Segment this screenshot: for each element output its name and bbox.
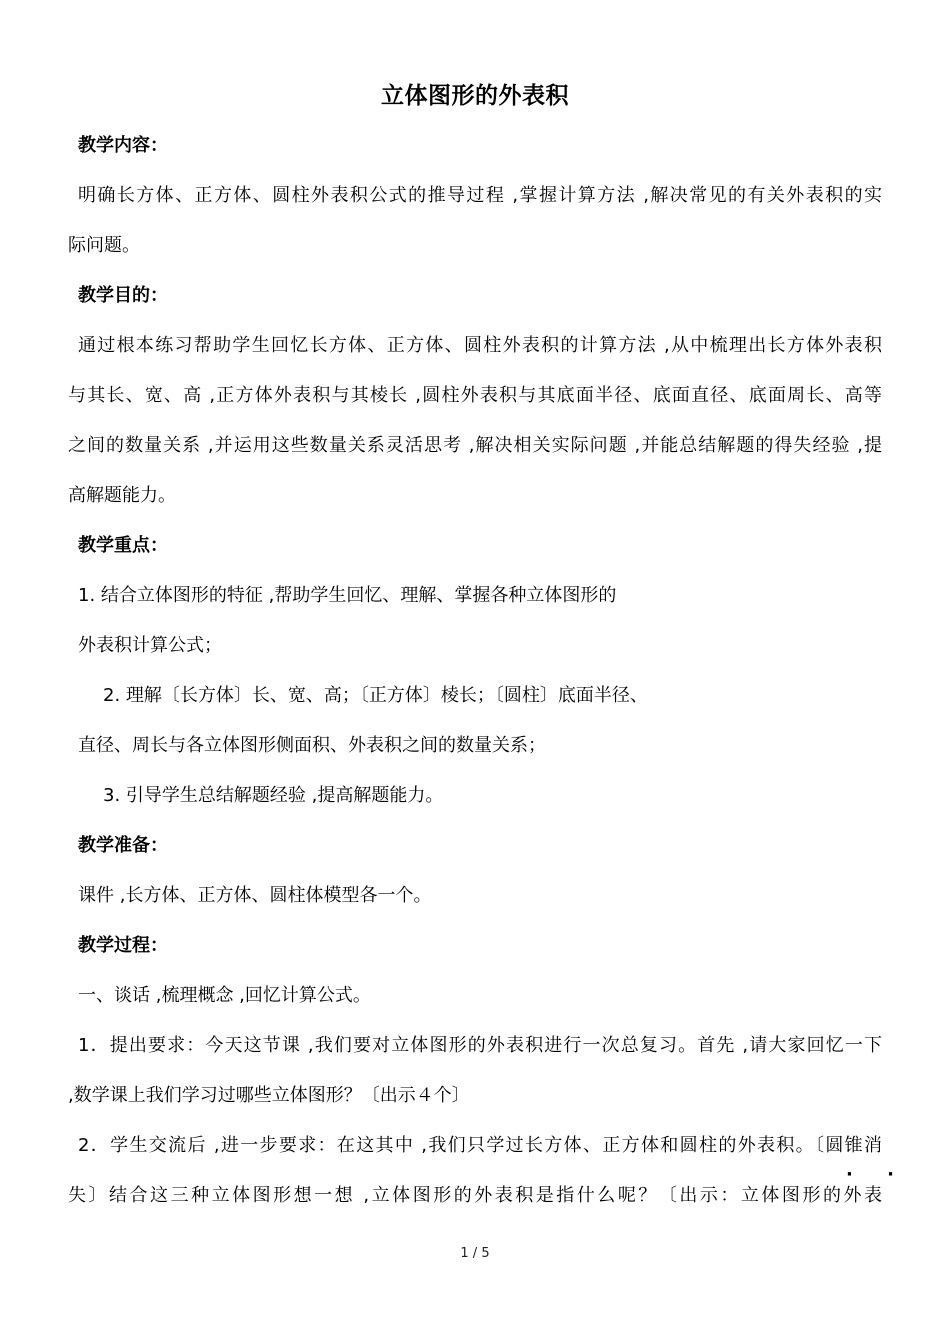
paragraph-line: 际问题。 — [68, 235, 140, 256]
list-item: 2. 理解〔长方体〕长、宽、高；〔正方体〕棱长；〔圆柱〕底面半径、 — [103, 685, 648, 706]
paragraph-line: 1．提出要求：今天这节课 ,我们要对立体图形的外表积进行一次总复习。首先 ,请大家回忆一下 — [78, 1035, 882, 1056]
paragraph-line: ,数学课上我们学习过哪些立体图形？〔出示４个〕 — [68, 1085, 470, 1106]
paragraph-line: 一、谈话 ,梳理概念 ,回忆计算公式。 — [78, 985, 371, 1006]
paragraph-line: 高解题能力。 — [68, 485, 176, 506]
list-item: 3. 引导学生总结解题经验 ,提高解题能力。 — [103, 785, 444, 806]
paragraph-line: 课件 ,长方体、正方体、圆柱体模型各一个。 — [78, 885, 432, 906]
section-heading-focus: 教学重点： — [78, 535, 168, 556]
section-heading-content: 教学内容： — [78, 135, 168, 156]
paragraph-line: 明确长方体、正方体、圆柱外表积公式的推导过程 ,掌握计算方法 ,解决常见的有关外表积的实 — [78, 185, 882, 206]
emphasis-dots: · · — [846, 1164, 908, 1185]
paragraph-line: 通过根本练习帮助学生回忆长方体、正方体、圆柱外表积的计算方法 ,从中梳理出长方体外表积 — [78, 335, 882, 356]
paragraph-line: 与其长、宽、高 ,正方体外表积与其棱长 ,圆柱外表积与其底面半径、底面直径、底面周长、高等 — [68, 385, 882, 406]
paragraph-line: 之间的数量关系 ,并运用这些数量关系灵活思考 ,解决相关实际问题 ,并能总结解题的得失经验 ,提 — [68, 435, 882, 456]
page-indicator: 1 / 5 — [460, 1246, 490, 1261]
list-item-continuation: 直径、周长与各立体图形侧面积、外表积之间的数量关系； — [78, 735, 546, 756]
paragraph-line: 失〕结合这三种立体图形想一想 ,立体图形的外表积是指什么呢？〔出示：立体图形的外表 — [68, 1185, 882, 1206]
section-heading-prep: 教学准备： — [78, 835, 168, 856]
paragraph-line: 2．学生交流后 ,进一步要求：在这其中 ,我们只学过长方体、正方体和圆柱的外表积。〔圆锥消 — [78, 1135, 882, 1156]
document-title: 立体图形的外表积 — [381, 83, 569, 109]
list-item: 1. 结合立体图形的特征 ,帮助学生回忆、理解、掌握各种立体图形的 — [78, 585, 617, 606]
list-item-continuation: 外表积计算公式； — [78, 635, 222, 656]
section-heading-process: 教学过程： — [78, 935, 168, 956]
section-heading-goal: 教学目的： — [78, 285, 168, 306]
